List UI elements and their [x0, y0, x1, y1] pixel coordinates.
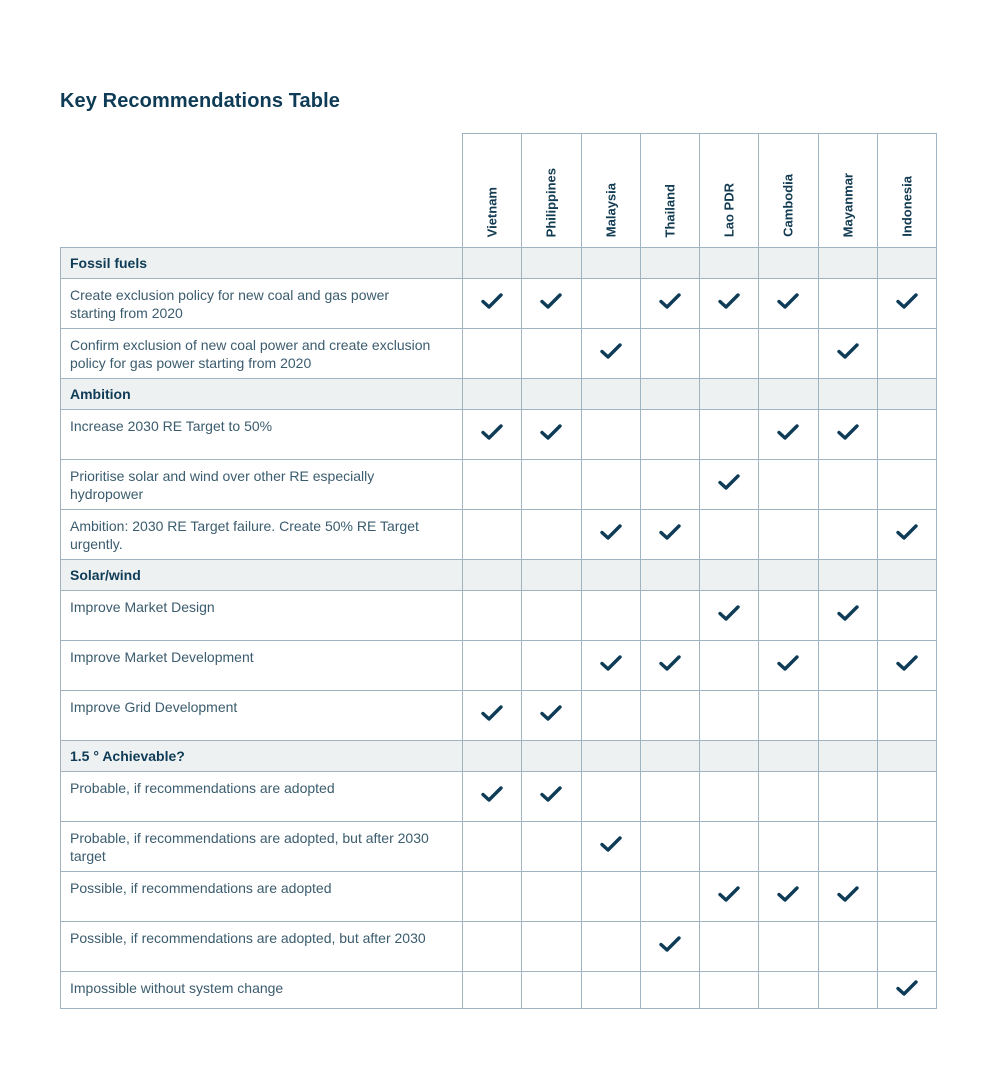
table-row [61, 510, 937, 560]
check-cell [640, 772, 699, 822]
recommendations-table [60, 133, 937, 1009]
check-cell [759, 972, 818, 1009]
section-header-cell [581, 379, 640, 410]
section-header-cell [581, 248, 640, 279]
check-cell [522, 329, 581, 379]
check-cell [463, 922, 522, 972]
check-cell [640, 822, 699, 872]
check-cell [640, 922, 699, 972]
check-icon [540, 785, 562, 803]
section-header-cell [759, 741, 818, 772]
check-cell [700, 460, 759, 510]
header-corner [61, 134, 463, 248]
check-cell [700, 822, 759, 872]
check-cell [759, 329, 818, 379]
check-cell [818, 510, 877, 560]
check-icon [718, 604, 740, 622]
check-icon [659, 523, 681, 541]
section-header-cell [759, 248, 818, 279]
check-icon [718, 292, 740, 310]
check-cell [581, 329, 640, 379]
check-cell [700, 691, 759, 741]
check-cell [522, 510, 581, 560]
section-title: Fossil fuels [61, 248, 463, 279]
table-row [61, 872, 937, 922]
table-row [61, 772, 937, 822]
check-cell [640, 460, 699, 510]
check-cell [463, 329, 522, 379]
check-cell [877, 510, 936, 560]
check-cell [640, 872, 699, 922]
section-header-row [61, 248, 937, 279]
check-cell [759, 591, 818, 641]
check-cell [581, 972, 640, 1009]
check-cell [463, 872, 522, 922]
check-icon [600, 523, 622, 541]
check-cell [700, 922, 759, 972]
check-cell [463, 772, 522, 822]
check-cell [522, 410, 581, 460]
table-row [61, 691, 937, 741]
check-cell [522, 922, 581, 972]
check-cell [700, 591, 759, 641]
country-name: Philippines [543, 167, 559, 237]
check-cell [463, 691, 522, 741]
section-header-row [61, 560, 937, 591]
section-header-cell [463, 741, 522, 772]
check-cell [877, 872, 936, 922]
section-header-cell [818, 248, 877, 279]
check-cell [700, 329, 759, 379]
table-body [61, 248, 937, 1009]
recommendation-label: Prioritise solar and wind over other RE especially hydropower [61, 460, 463, 510]
check-icon [481, 785, 503, 803]
recommendation-label: Probable, if recommendations are adopted [61, 772, 463, 822]
check-icon [896, 292, 918, 310]
check-icon [837, 604, 859, 622]
check-cell [759, 691, 818, 741]
check-cell [877, 691, 936, 741]
check-cell [522, 460, 581, 510]
check-cell [818, 410, 877, 460]
check-cell [818, 872, 877, 922]
check-cell [818, 691, 877, 741]
check-icon [896, 979, 918, 997]
check-icon [837, 423, 859, 441]
check-icon [481, 704, 503, 722]
section-header-cell [818, 741, 877, 772]
check-cell [877, 410, 936, 460]
check-cell [759, 872, 818, 922]
check-cell [522, 872, 581, 922]
table-row [61, 329, 937, 379]
section-title: 1.5 ° Achievable? [61, 741, 463, 772]
check-cell [759, 822, 818, 872]
check-cell [522, 691, 581, 741]
recommendation-label: Create exclusion policy for new coal and gas power starting from 2020 [61, 279, 463, 329]
check-cell [581, 822, 640, 872]
check-cell [818, 772, 877, 822]
check-icon [896, 654, 918, 672]
check-cell [522, 772, 581, 822]
check-cell [700, 872, 759, 922]
section-header-cell [700, 560, 759, 591]
country-header [818, 134, 877, 248]
check-icon [777, 654, 799, 672]
check-cell [759, 772, 818, 822]
check-cell [877, 279, 936, 329]
check-cell [759, 510, 818, 560]
check-icon [777, 885, 799, 903]
check-cell [463, 822, 522, 872]
table-row [61, 279, 937, 329]
section-header-cell [877, 560, 936, 591]
check-cell [877, 822, 936, 872]
section-title: Ambition [61, 379, 463, 410]
check-cell [700, 972, 759, 1009]
check-cell [640, 691, 699, 741]
recommendation-label: Improve Grid Development [61, 691, 463, 741]
recommendation-label: Ambition: 2030 RE Target failure. Create 50% RE Target urgently. [61, 510, 463, 560]
country-header [463, 134, 522, 248]
check-cell [759, 279, 818, 329]
section-header-cell [522, 379, 581, 410]
country-header [522, 134, 581, 248]
check-cell [877, 772, 936, 822]
section-header-cell [581, 560, 640, 591]
section-header-cell [700, 741, 759, 772]
check-cell [463, 410, 522, 460]
section-title: Solar/wind [61, 560, 463, 591]
recommendation-label: Improve Market Design [61, 591, 463, 641]
check-cell [759, 410, 818, 460]
table-row [61, 460, 937, 510]
section-header-cell [463, 560, 522, 591]
country-name: Indonesia [899, 176, 915, 237]
check-cell [522, 822, 581, 872]
check-cell [818, 591, 877, 641]
check-icon [718, 473, 740, 491]
check-cell [581, 410, 640, 460]
check-icon [540, 704, 562, 722]
check-cell [581, 591, 640, 641]
check-cell [640, 510, 699, 560]
check-cell [581, 872, 640, 922]
check-cell [581, 279, 640, 329]
check-icon [837, 342, 859, 360]
check-cell [700, 510, 759, 560]
table-row [61, 922, 937, 972]
recommendation-label: Impossible without system change [61, 972, 463, 1009]
check-cell [522, 279, 581, 329]
check-icon [659, 654, 681, 672]
check-cell [877, 972, 936, 1009]
check-icon [600, 342, 622, 360]
section-header-cell [700, 248, 759, 279]
recommendation-label: Improve Market Development [61, 641, 463, 691]
section-header-cell [877, 248, 936, 279]
check-cell [818, 822, 877, 872]
section-header-cell [463, 248, 522, 279]
country-name: Cambodia [780, 174, 796, 237]
section-header-cell [581, 741, 640, 772]
check-cell [522, 591, 581, 641]
check-cell [463, 972, 522, 1009]
check-cell [877, 460, 936, 510]
page-title: Key Recommendations Table [60, 90, 340, 112]
section-header-cell [700, 379, 759, 410]
check-cell [463, 460, 522, 510]
check-cell [463, 591, 522, 641]
check-cell [759, 641, 818, 691]
country-header [877, 134, 936, 248]
check-cell [818, 460, 877, 510]
check-icon [777, 292, 799, 310]
check-cell [700, 410, 759, 460]
country-name: Malaysia [603, 182, 619, 237]
country-name: Vietnam [484, 186, 500, 237]
country-header-row [61, 134, 937, 248]
check-icon [481, 423, 503, 441]
check-cell [818, 922, 877, 972]
check-cell [759, 922, 818, 972]
country-header [759, 134, 818, 248]
section-header-cell [759, 560, 818, 591]
check-cell [877, 641, 936, 691]
section-header-cell [877, 379, 936, 410]
section-header-cell [522, 560, 581, 591]
check-cell [581, 510, 640, 560]
country-header [581, 134, 640, 248]
check-cell [640, 591, 699, 641]
recommendation-label: Increase 2030 RE Target to 50% [61, 410, 463, 460]
check-cell [640, 972, 699, 1009]
section-header-cell [759, 379, 818, 410]
check-icon [481, 292, 503, 310]
section-header-cell [818, 379, 877, 410]
check-cell [818, 972, 877, 1009]
check-cell [640, 410, 699, 460]
check-cell [581, 691, 640, 741]
check-cell [818, 279, 877, 329]
check-cell [581, 772, 640, 822]
table-row [61, 641, 937, 691]
check-icon [540, 423, 562, 441]
check-icon [659, 935, 681, 953]
section-header-cell [640, 741, 699, 772]
check-cell [581, 922, 640, 972]
section-header-row [61, 741, 937, 772]
check-cell [463, 279, 522, 329]
section-header-cell [640, 248, 699, 279]
check-cell [640, 641, 699, 691]
recommendation-label: Confirm exclusion of new coal power and create exclusion policy for gas power starting from 2020 [61, 329, 463, 379]
section-header-cell [640, 379, 699, 410]
recommendation-label: Possible, if recommendations are adopted, but after 2030 [61, 922, 463, 972]
section-header-row [61, 379, 937, 410]
country-header [700, 134, 759, 248]
table-row [61, 410, 937, 460]
section-header-cell [877, 741, 936, 772]
country-name: Lao PDR [721, 182, 737, 237]
section-header-cell [818, 560, 877, 591]
check-cell [522, 641, 581, 691]
check-cell [581, 460, 640, 510]
check-cell [581, 641, 640, 691]
check-icon [600, 654, 622, 672]
check-icon [540, 292, 562, 310]
table-row [61, 972, 937, 1009]
country-name: Thailand [662, 183, 678, 237]
check-cell [463, 510, 522, 560]
check-icon [896, 523, 918, 541]
check-cell [759, 460, 818, 510]
check-cell [463, 641, 522, 691]
check-cell [640, 279, 699, 329]
recommendation-label: Possible, if recommendations are adopted [61, 872, 463, 922]
check-cell [522, 972, 581, 1009]
check-icon [777, 423, 799, 441]
check-cell [818, 641, 877, 691]
check-icon [718, 885, 740, 903]
check-cell [877, 329, 936, 379]
table-row [61, 822, 937, 872]
section-header-cell [522, 741, 581, 772]
check-icon [659, 292, 681, 310]
check-cell [877, 591, 936, 641]
check-cell [640, 329, 699, 379]
recommendation-label: Probable, if recommendations are adopted, but after 2030 target [61, 822, 463, 872]
check-icon [600, 835, 622, 853]
check-cell [700, 279, 759, 329]
section-header-cell [463, 379, 522, 410]
check-cell [877, 922, 936, 972]
section-header-cell [640, 560, 699, 591]
country-name: Mayanmar [840, 172, 856, 237]
section-header-cell [522, 248, 581, 279]
check-cell [700, 641, 759, 691]
table-row [61, 591, 937, 641]
check-cell [700, 772, 759, 822]
country-header [640, 134, 699, 248]
check-icon [837, 885, 859, 903]
check-cell [818, 329, 877, 379]
